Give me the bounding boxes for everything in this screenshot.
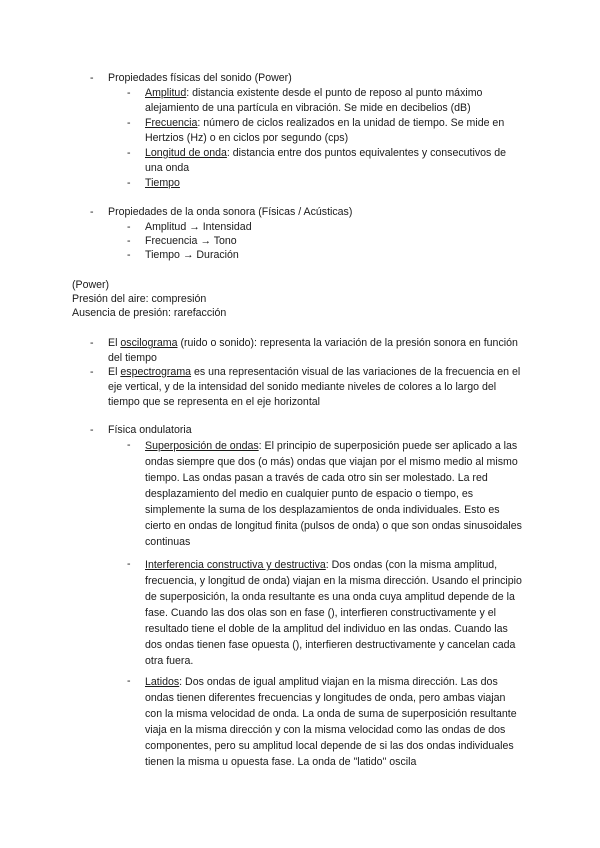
list-item-interferencia [127,557,522,669]
power-label: (Power) [72,279,110,291]
bullet-dash: - [127,87,131,99]
bullet-dash: - [127,249,131,261]
term-interferencia: Interferencia constructiva y destructiva [145,559,326,571]
term-amplitud: Amplitud [145,87,187,99]
term-latidos: Latidos [145,676,180,688]
list-item-espectrograma: - El espectrograma es una representación visual de las variaciones de la frecuencia en el eje vertical, y de la intensidad del sonido mediante niveles de colores a lo largo del tiempo que se representa en el eje horizontal [90,366,521,408]
list-item-oscilograma: - El oscilograma (ruido o sonido): representa la variación de la presión sonora en función del tiempo [90,337,518,364]
bullet-dash: - [127,439,131,451]
bullet-dash: - [90,424,94,436]
bullet-dash: - [90,72,94,84]
definition-text: : número de ciclos realizados en la unidad de tiempo. Se mide en Hertzios (Hz) o en ciclos por segundo (cps) [145,117,505,144]
section-title: Propiedades de la onda sonora (Físicas / Acústicas) [108,206,353,218]
list-item: - Tiempo → Duración [127,249,239,261]
bullet-dash: - [127,177,131,189]
list-item-tiempo [127,176,525,191]
term-frecuencia: Frecuencia [145,117,198,129]
bullet-dash: - [90,337,94,349]
bullet-dash: - [127,235,131,247]
section-title: Física ondulatoria [108,424,192,436]
term-superposicion: Superposición de ondas [145,440,259,452]
term-oscilograma: oscilograma [120,337,178,349]
definition-text: : distancia entre dos puntos equivalentes y consecutivos de una onda [145,147,507,174]
list-item-latidos [127,674,522,770]
pressure-line: Presión del aire: compresión [72,293,207,305]
term-espectrograma: espectrograma [120,366,192,378]
bullet-dash: - [90,206,94,218]
bullet-dash: - [90,366,94,378]
list-item-amplitud [127,86,525,116]
definition-text: : distancia existente desde el punto de reposo al punto máximo alejamiento de una partícula en vibración. Se mide en decibelios (dB) [145,87,483,114]
term-tiempo: Tiempo [145,177,180,189]
section-title: Propiedades físicas del sonido (Power) [108,72,292,84]
bullet-dash: - [127,117,131,129]
term-longitud-de-onda: Longitud de onda [145,147,227,159]
list-item-physical-properties [90,71,530,86]
definition-text: : Dos ondas (con la misma amplitud, frecuencia, y longitud de onda) viajan en la misma dirección. Usando el principio de superposición, la onda resultante es una onda cuya amplitud depende de la fase. Cuando las dos olas son en fase (), interfieren constructivamente y el resultado tiene el doble de la amplitud del individuo en las ondas. Cuando las dos ondas tienen fase opuesta (), interfieren destructivamente y cancelan cada otra fuera. [145,559,522,667]
bullet-dash: - [127,675,131,687]
list-item: - Amplitud → Intensidad [127,221,252,233]
definition-text: : El principio de superposición puede ser aplicado a las ondas siempre que dos (o más) ondas que viajan por el mismo medio al mismo tiempo. Las ondas pasan a través de cada otro sin ser molestado. La red desplazamiento del medio en cualquier punto de espacio o tiempo, es simplemente la suma de los desplazamientos de onda individuales. Esto es cierto en ondas de longitud finita (pulsos de onda) o que son ondas sinusoidales continuas [145,440,522,548]
list-item-frecuencia [127,116,525,146]
bullet-dash: - [127,221,131,233]
list-item: - Frecuencia → Tono [127,235,237,247]
list-item-longitud-de-onda [127,146,525,176]
bullet-dash: - [127,558,131,570]
bullet-dash: - [127,147,131,159]
list-item-fisica-ondulatoria [90,423,530,438]
definition-text: : Dos ondas de igual amplitud viajan en la misma dirección. Las dos ondas tienen diferentes frecuencias y longitudes de onda, pero ambas viajan con la misma velocidad de onda. La onda de suma de superposición resultante viaja en la misma dirección y con la misma velocidad como las ondas de dos componentes, pero su amplitud local depende de si las dos ondas individuales tienen la misma u opuesta fase. La onda de "latido" oscila [145,676,517,768]
rarefaction-line: Ausencia de presión: rarefacción [72,307,227,319]
list-item-superposicion [127,438,522,550]
list-item-sound-wave-properties [90,205,530,220]
